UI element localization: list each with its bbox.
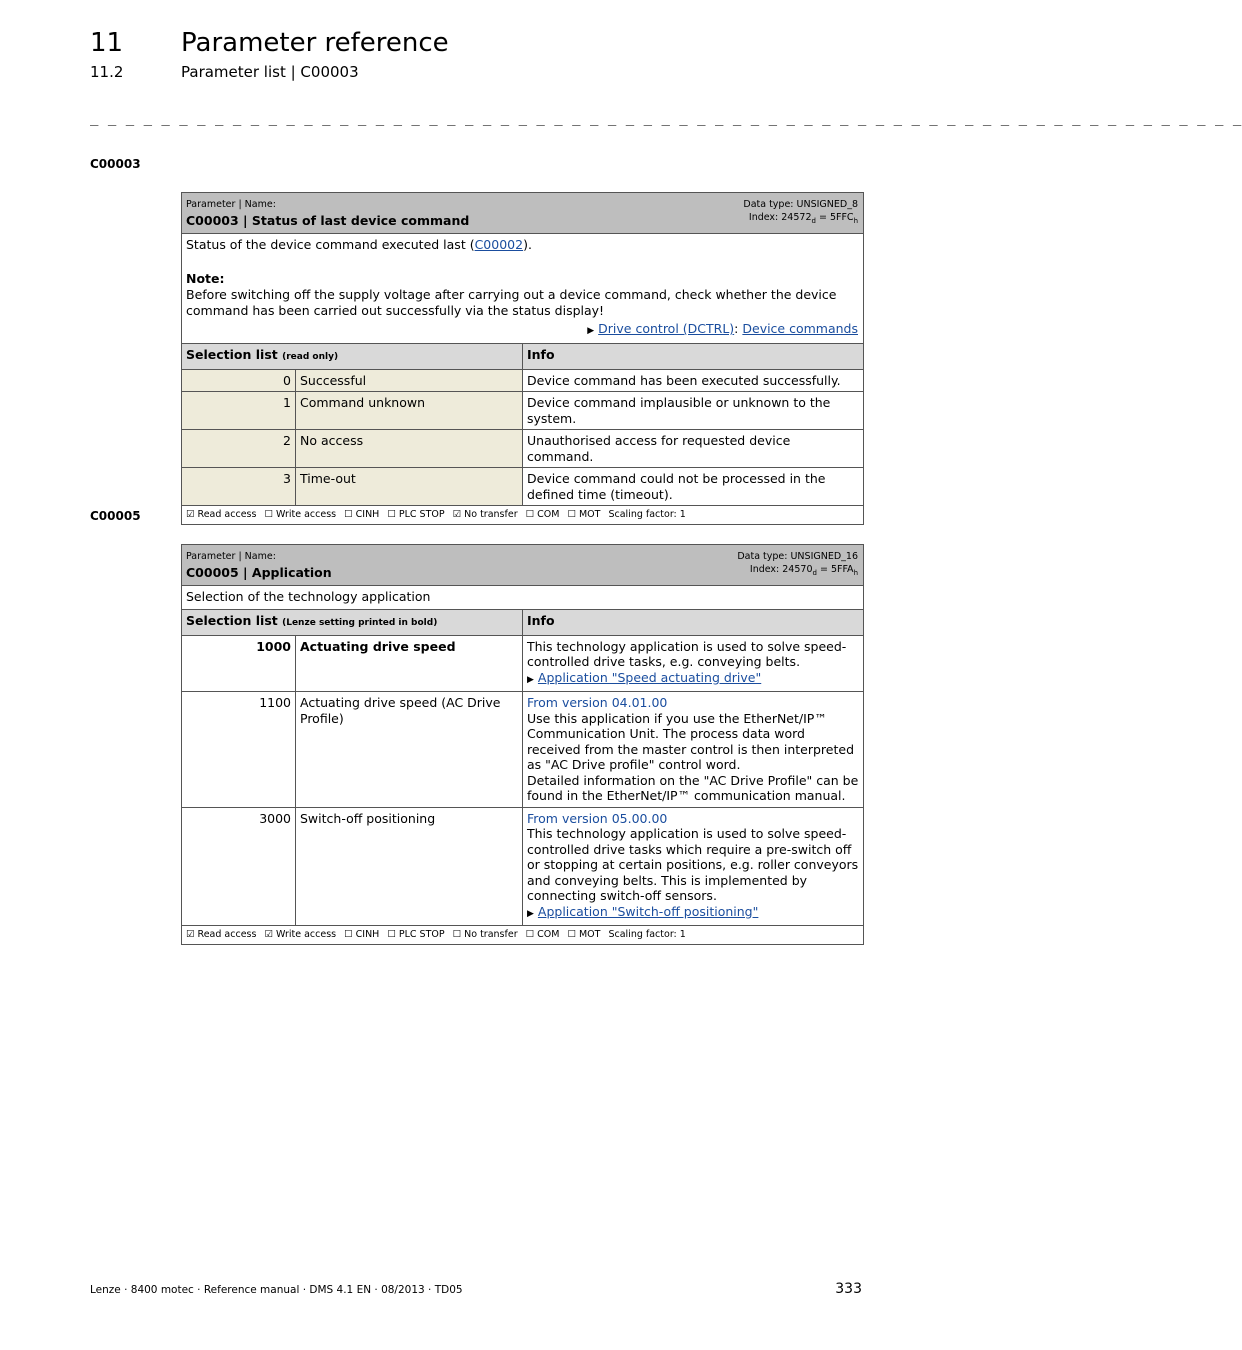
access-flags: ☑ Read access ☑ Write access ☐ CINH ☐ PLC STOP ☐ No transfer ☐ COM ☐ MOT Scaling factor: 1 xyxy=(186,929,686,940)
selection-header: Selection list (read only) Info xyxy=(182,344,863,370)
separator-line: _ _ _ _ _ _ _ _ _ _ _ _ _ _ _ _ _ _ _ _ _ _ _ _ _ _ _ _ _ _ _ _ _ _ _ _ _ _ _ _ _ _ _ _ _ _ _ _ _ _ _ _ _ _ _ _ _ _ _ _ _ _ _ _ _ xyxy=(90,110,1242,126)
arrow-right-icon: ▶ xyxy=(527,674,534,685)
param-index: Index: $24570_d = 5FFA_h$ xyxy=(749,564,858,577)
table-row: 2 No access Unauthorised access for requested device command. xyxy=(182,430,863,468)
link-c00002[interactable]: C00002 xyxy=(474,237,524,252)
chapter-number: 11 xyxy=(90,28,124,58)
param-name-caption: Parameter | Name: xyxy=(186,551,276,562)
param-name: C00005 | Application xyxy=(186,565,332,580)
table-row: 1 Command unknown Device command implausible or unknown to the system. xyxy=(182,392,863,430)
param-header xyxy=(182,193,863,234)
data-type: Data type: UNSIGNED_16 xyxy=(737,551,858,562)
table-row: 1100 Actuating drive speed (AC Drive Profile) From version 04.01.00 Use this application if you use the EtherNet/IP™ Communication Unit. The process data word received from the master control is then interpreted as "AC Drive profile" control word. Detailed information on the "AC Drive Profile" can be found in the EtherNet/IP™ communication manual. xyxy=(182,692,863,808)
note-text: Before switching off the supply voltage after carrying out a device command, check whether the device command has been carried out successfully via the status display! xyxy=(186,287,837,318)
table-row: 1000 Actuating drive speed This technology application is used to solve speed-controlled drive tasks, e.g. conveying belts. ▶ Application "Speed actuating drive" xyxy=(182,636,863,693)
access-flags: ☑ Read access ☐ Write access ☐ CINH ☐ PLC STOP ☑ No transfer ☐ COM ☐ MOT Scaling factor: 1 xyxy=(186,509,686,520)
link-device-commands[interactable]: Device commands xyxy=(742,321,858,336)
version-note: From version 05.00.00 xyxy=(527,810,668,826)
section-title: Parameter list | C00003 xyxy=(181,63,359,81)
param-description: Selection of the technology application xyxy=(182,586,863,610)
selection-header: Selection list (Lenze setting printed in bold) Info xyxy=(182,610,863,636)
table-row: 3000 Switch-off positioning From version 05.00.00 This technology application is used to solve speed-controlled drive tasks which require a pre-switch off or stopping at certain positions, e.g. roller conveyors and conveying belts. This is implemented by connecting switch-off sensors. ▶ Application "Switch-off positioning" xyxy=(182,808,863,927)
page-number: 333 xyxy=(835,1281,862,1297)
note-title: Note: xyxy=(186,271,225,286)
param-label-c00003: C00003 xyxy=(90,157,141,171)
param-header xyxy=(182,545,863,586)
page-footer: Lenze · 8400 motec · Reference manual · DMS 4.1 EN · 08/2013 · TD05 xyxy=(90,1284,463,1296)
table-row: 0 Successful Device command has been executed successfully. xyxy=(182,370,863,393)
data-type: Data type: UNSIGNED_8 xyxy=(743,199,858,210)
link-speed-actuating-drive[interactable]: Application "Speed actuating drive" xyxy=(537,669,762,685)
arrow-right-icon: ▶ xyxy=(527,908,534,919)
param-name-caption: Parameter | Name: xyxy=(186,199,276,210)
version-note: From version 04.01.00 xyxy=(527,695,668,710)
chapter-title: Parameter reference xyxy=(181,28,449,58)
param-name: C00003 | Status of last device command xyxy=(186,213,470,228)
link-drive-control[interactable]: Drive control (DCTRL) xyxy=(598,321,735,336)
param-description: Status of the device command executed last (C00002). Note: Before switching off the supply voltage after carrying out a device command, check whether the device command has been carried out successfully via the status display! ▶ Drive control (DCTRL): Device commands xyxy=(182,234,863,344)
table-row: 3 Time-out Device command could not be processed in the defined time (timeout). xyxy=(182,468,863,506)
param-label-c00005: C00005 xyxy=(90,509,141,523)
param-index: Index: $24572_d = 5FFC_h$ xyxy=(748,212,858,225)
section-number: 11.2 xyxy=(90,63,124,81)
link-switch-off-positioning[interactable]: Application "Switch-off positioning" xyxy=(537,903,759,919)
arrow-right-icon: ▶ xyxy=(587,326,595,336)
param-table-c00003 xyxy=(181,192,864,525)
param-table-c00005 xyxy=(181,544,864,945)
